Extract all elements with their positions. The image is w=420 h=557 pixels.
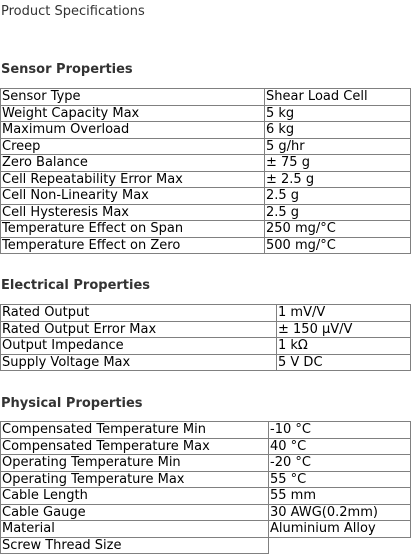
spec-label: Rated Output xyxy=(1,305,277,322)
spec-label: Creep xyxy=(1,138,265,155)
section-heading-electrical-properties: Electrical Properties xyxy=(1,278,151,293)
spec-label: Cable Length xyxy=(1,488,269,505)
spec-label: Screw Thread Size xyxy=(1,537,269,554)
spec-label: Temperature Effect on Span xyxy=(1,221,265,238)
spec-label: Material xyxy=(1,521,269,538)
spec-value: 1 mV/V xyxy=(277,305,411,322)
spec-label: Supply Voltage Max xyxy=(1,354,277,371)
table-row xyxy=(1,455,411,472)
table-row xyxy=(1,89,411,106)
spec-label: Operating Temperature Min xyxy=(1,455,269,472)
spec-value: Shear Load Cell xyxy=(265,89,411,106)
spec-value: 6 kg xyxy=(265,122,411,139)
electrical-properties-table xyxy=(0,304,411,371)
table-row xyxy=(1,221,411,238)
spec-label: Maximum Overload xyxy=(1,122,265,139)
spec-label: Cell Non-Linearity Max xyxy=(1,188,265,205)
spec-value: ± 75 g xyxy=(265,155,411,172)
spec-label: Temperature Effect on Zero xyxy=(1,237,265,254)
table-row xyxy=(1,521,411,538)
table-row xyxy=(1,438,411,455)
table-row xyxy=(1,488,411,505)
spec-label: Compensated Temperature Min xyxy=(1,422,269,439)
spec-value: ± 150 µV/V xyxy=(277,321,411,338)
spec-value: 55 °C xyxy=(269,471,411,488)
table-row xyxy=(1,138,411,155)
spec-value xyxy=(269,537,411,554)
spec-value: ± 2.5 g xyxy=(265,171,411,188)
spec-label: Cable Gauge xyxy=(1,504,269,521)
spec-value: 5 V DC xyxy=(277,354,411,371)
table-row xyxy=(1,155,411,172)
spec-value: 2.5 g xyxy=(265,204,411,221)
table-row xyxy=(1,537,411,554)
spec-label: Cell Hysteresis Max xyxy=(1,204,265,221)
spec-label: Rated Output Error Max xyxy=(1,321,277,338)
section-heading-sensor-properties: Sensor Properties xyxy=(1,62,133,77)
spec-value: 5 g/hr xyxy=(265,138,411,155)
table-row xyxy=(1,204,411,221)
table-row xyxy=(1,354,411,371)
table-row xyxy=(1,105,411,122)
spec-label: Weight Capacity Max xyxy=(1,105,265,122)
table-row xyxy=(1,422,411,439)
spec-value: 2.5 g xyxy=(265,188,411,205)
spec-label: Sensor Type xyxy=(1,89,265,106)
spec-value: 250 mg/°C xyxy=(265,221,411,238)
spec-value: 5 kg xyxy=(265,105,411,122)
spec-value: -10 °C xyxy=(269,422,411,439)
spec-value: 500 mg/°C xyxy=(265,237,411,254)
section-heading-physical-properties: Physical Properties xyxy=(1,396,143,411)
page-title: Product Specifications xyxy=(1,4,145,19)
table-row xyxy=(1,471,411,488)
spec-value: 55 mm xyxy=(269,488,411,505)
spec-label: Zero Balance xyxy=(1,155,265,172)
physical-properties-table xyxy=(0,421,411,554)
spec-value: 1 kΩ xyxy=(277,338,411,355)
sensor-properties-table xyxy=(0,88,411,254)
spec-label: Output Impedance xyxy=(1,338,277,355)
table-row xyxy=(1,504,411,521)
table-row xyxy=(1,321,411,338)
spec-label: Cell Repeatability Error Max xyxy=(1,171,265,188)
table-row xyxy=(1,305,411,322)
spec-label: Operating Temperature Max xyxy=(1,471,269,488)
spec-value: -20 °C xyxy=(269,455,411,472)
spec-label: Compensated Temperature Max xyxy=(1,438,269,455)
table-row xyxy=(1,237,411,254)
spec-value: 40 °C xyxy=(269,438,411,455)
spec-value: Aluminium Alloy xyxy=(269,521,411,538)
table-row xyxy=(1,188,411,205)
table-row xyxy=(1,338,411,355)
table-row xyxy=(1,122,411,139)
spec-value: 30 AWG(0.2mm) xyxy=(269,504,411,521)
table-row xyxy=(1,171,411,188)
